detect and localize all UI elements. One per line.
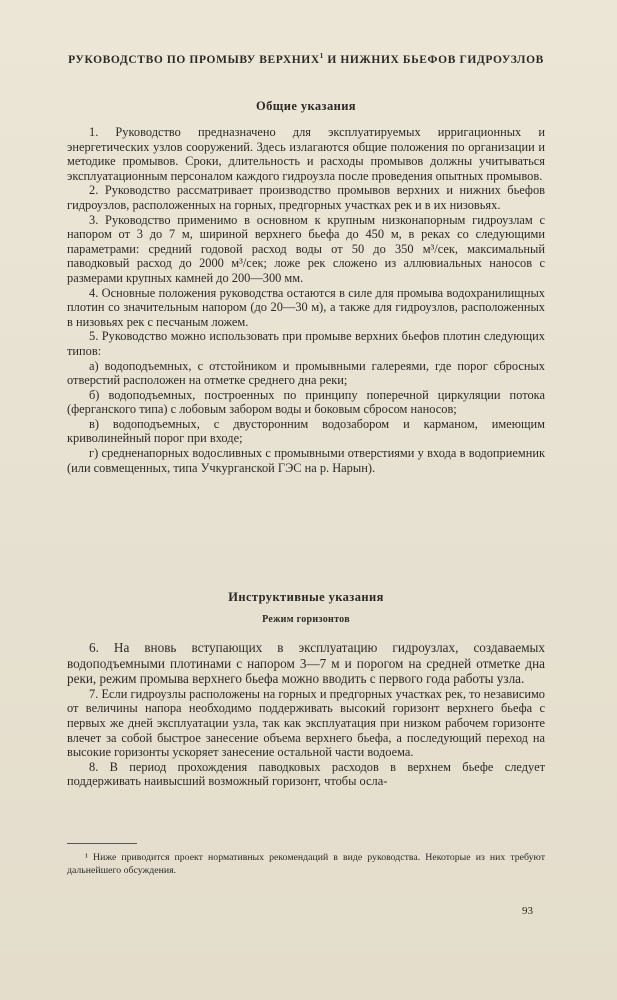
list-item: б) водоподъемных, построенных по принципу поперечной циркуляции потока (ферганского типа) с лобовым забором воды и боковым сбросом наносов; [67,387,545,417]
section-heading-instructions: Инструктивные указания [228,590,384,604]
section-heading-general: Общие указания [256,99,356,113]
paragraph: 1. Руководство предназначено для эксплуатируемых ирригационных и энергетических узлов сооружений. Здесь излагаются общие положения по организации и методике промывов. Сроки, длительность и расходы промывов должны учитываться эксплуатационным персоналом каждого гидроузла после проведения опытных промывов. [67,125,545,183]
list-item: в) водоподъемных, с двусторонним водозабором и карманом, имеющим криволинейный порог при входе; [67,416,545,446]
title-part-1: РУКОВОДСТВО ПО ПРОМЫВУ ВЕРХНИХ [68,53,320,66]
paragraph: 7. Если гидроузлы расположены на горных и предгорных участках рек, то независимо от величины напора необходимо поддерживать высокий горизонт верхнего бьефа с первых же дней эксплуатации узла, так как эксплуатация при низком рабочем горизонте влечет за собой быстрое занесение объема верхнего бьефа, а последующий переход на высокие горизонты ускоряет занесение остальной части водоема. [67,686,545,760]
subsection-heading-regime: Режим горизонтов [262,614,350,625]
section-general-body [67,125,545,475]
page-number: 93 [522,905,533,917]
list-item: а) водоподъемных, с отстойником и промывными галереями, где порог сбросных отверстий расположен на отметке среднего дна реки; [67,358,545,388]
paragraph: 2. Руководство рассматривает производство промывов верхних и нижних бьефов гидроузлов, расположенных на горных, предгорных участках рек и в их низовьях. [67,183,545,212]
paragraph: 6. На вновь вступающих в эксплуатацию гидроузлах, создаваемых водоподъемными плотинами с напором 3—7 м и порогом на средней отметке дна реки, режим промыва верхнего бьефа можно вводить с первого года работы узла. [67,640,545,687]
paragraph: 3. Руководство применимо в основном к крупным низконапорным гидроузлам с напором от 3 до 7 м, шириной верхнего бьефа до 450 м, в реках со следующими параметрами: средний годовой расход воды от 50 до 350 м³/сек, максимальный паводковый расход до 2000 м³/сек; ложе рек сложено из аллювиальных наносов с размерами крупных камней до 200—300 мм. [67,212,545,285]
list-item: г) средненапорных водосливных с промывными отверстиями у входа в водоприемник (или совмещенных, типа Учкурганской ГЭС на р. Нарын). [67,446,545,475]
document-title [60,48,552,68]
title-part-2: И НИЖНИХ БЬЕФОВ ГИДРОУЗЛОВ [323,53,544,66]
footnote-rule [67,843,137,844]
paragraph: 8. В период прохождения паводковых расходов в верхнем бьефе следует поддерживать наивысший возможный горизонт, чтобы осла- [67,759,545,789]
footnote: ¹ Ниже приводится проект нормативных рекомендаций в виде руководства. Некоторые из них требуют дальнейшего обсуждения. [67,852,545,876]
footnote-marker: 1 [319,52,324,60]
paragraph: 4. Основные положения руководства остаются в силе для промыва водохранилищных плотин со значительным напором (до 20—30 м), а также для гидроузлов, расположенных в низовьях рек с песчаным ложем. [67,285,545,329]
paragraph: 5. Руководство можно использовать при промыве верхних бьефов плотин следующих типов: [67,329,545,358]
section-instructions-body [67,640,545,789]
